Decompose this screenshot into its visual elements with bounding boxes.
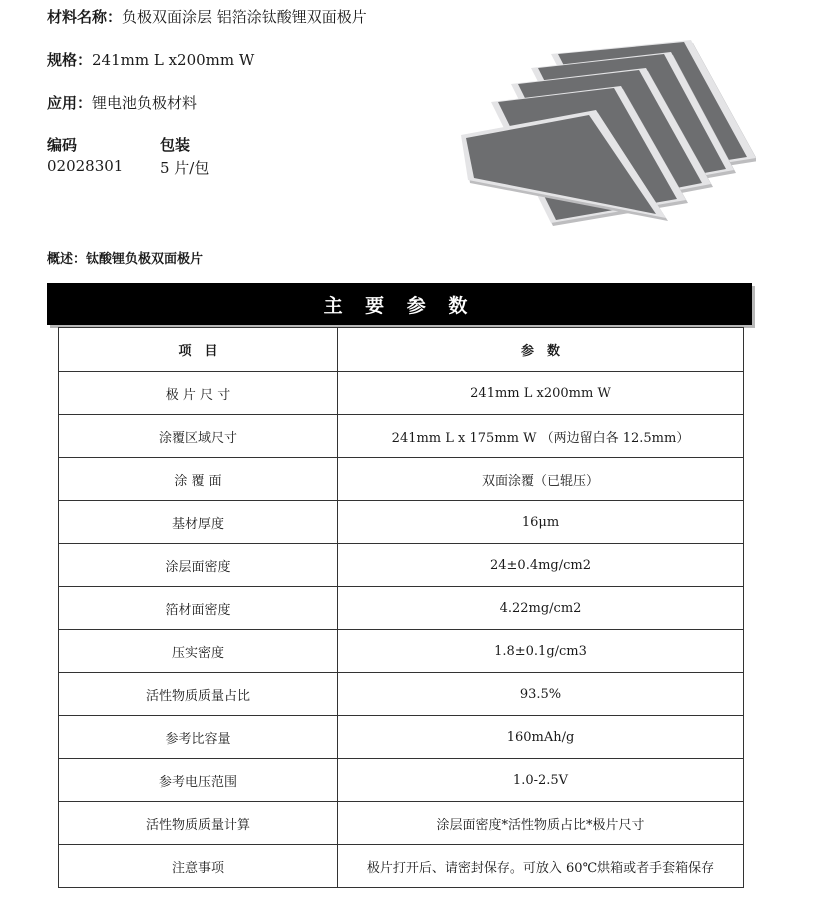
table-row xyxy=(59,845,744,888)
table-row xyxy=(59,759,744,802)
table-row xyxy=(59,587,744,630)
overview-line xyxy=(47,248,203,267)
row-value: 241mm L x 175mm W （两边留白各 12.5mm） xyxy=(338,415,744,458)
row-item: 参考比容量 xyxy=(59,716,338,759)
row-item: 涂层面密度 xyxy=(59,544,338,587)
row-item: 基材厚度 xyxy=(59,501,338,544)
row-value: 16μm xyxy=(338,501,744,544)
header-parameter: 参 数 xyxy=(338,328,744,372)
spec-line xyxy=(47,49,254,70)
electrode-sheets-image xyxy=(456,40,756,235)
row-value: 4.22mg/cm2 xyxy=(338,587,744,630)
material-name-label: 材料名称： xyxy=(47,8,123,26)
row-value: 24±0.4mg/cm2 xyxy=(338,544,744,587)
table-row xyxy=(59,716,744,759)
row-value: 160mAh/g xyxy=(338,716,744,759)
table-header-row xyxy=(59,328,744,372)
table-row xyxy=(59,501,744,544)
table-row xyxy=(59,458,744,501)
overview-value: 钛酸锂负极双面极片 xyxy=(86,252,204,267)
table-row xyxy=(59,673,744,716)
row-value: 双面涂覆（已辊压） xyxy=(338,458,744,501)
row-item: 活性物质质量占比 xyxy=(59,673,338,716)
row-item: 压实密度 xyxy=(59,630,338,673)
overview-label: 概述： xyxy=(47,252,87,267)
header-item: 项 目 xyxy=(59,328,338,372)
package-value: 5 片/包 xyxy=(160,159,210,177)
row-value: 93.5% xyxy=(338,673,744,716)
row-value: 1.0-2.5V xyxy=(338,759,744,802)
parameters-table xyxy=(58,327,744,888)
application-label: 应用： xyxy=(47,94,93,112)
table-row xyxy=(59,544,744,587)
row-item: 箔材面密度 xyxy=(59,587,338,630)
application-line xyxy=(47,92,197,113)
row-value: 241mm L x200mm W xyxy=(338,372,744,415)
material-name-line xyxy=(47,6,367,27)
main-parameters-banner: 主 要 参 数 xyxy=(47,283,752,325)
spec-label: 规格： xyxy=(47,51,93,69)
application-value: 锂电池负极材料 xyxy=(92,94,198,112)
row-value: 涂层面密度*活性物质占比*极片尺寸 xyxy=(338,802,744,845)
code-label: 编码 xyxy=(47,136,78,154)
row-item: 极 片 尺 寸 xyxy=(59,372,338,415)
row-value: 1.8±0.1g/cm3 xyxy=(338,630,744,673)
table-row xyxy=(59,372,744,415)
table-row xyxy=(59,630,744,673)
code-value: 02028301 xyxy=(47,157,124,175)
row-item: 参考电压范围 xyxy=(59,759,338,802)
table-row xyxy=(59,415,744,458)
row-item: 涂 覆 面 xyxy=(59,458,338,501)
table-row xyxy=(59,802,744,845)
spec-value: 241mm L x200mm W xyxy=(92,51,255,69)
package-label: 包装 xyxy=(160,136,191,154)
row-item: 注意事项 xyxy=(59,845,338,888)
row-value: 极片打开后、请密封保存。可放入 60℃烘箱或者手套箱保存 xyxy=(338,845,744,888)
material-name-value: 负极双面涂层 铝箔涂钛酸锂双面极片 xyxy=(122,8,367,26)
row-item: 活性物质质量计算 xyxy=(59,802,338,845)
row-item: 涂覆区域尺寸 xyxy=(59,415,338,458)
